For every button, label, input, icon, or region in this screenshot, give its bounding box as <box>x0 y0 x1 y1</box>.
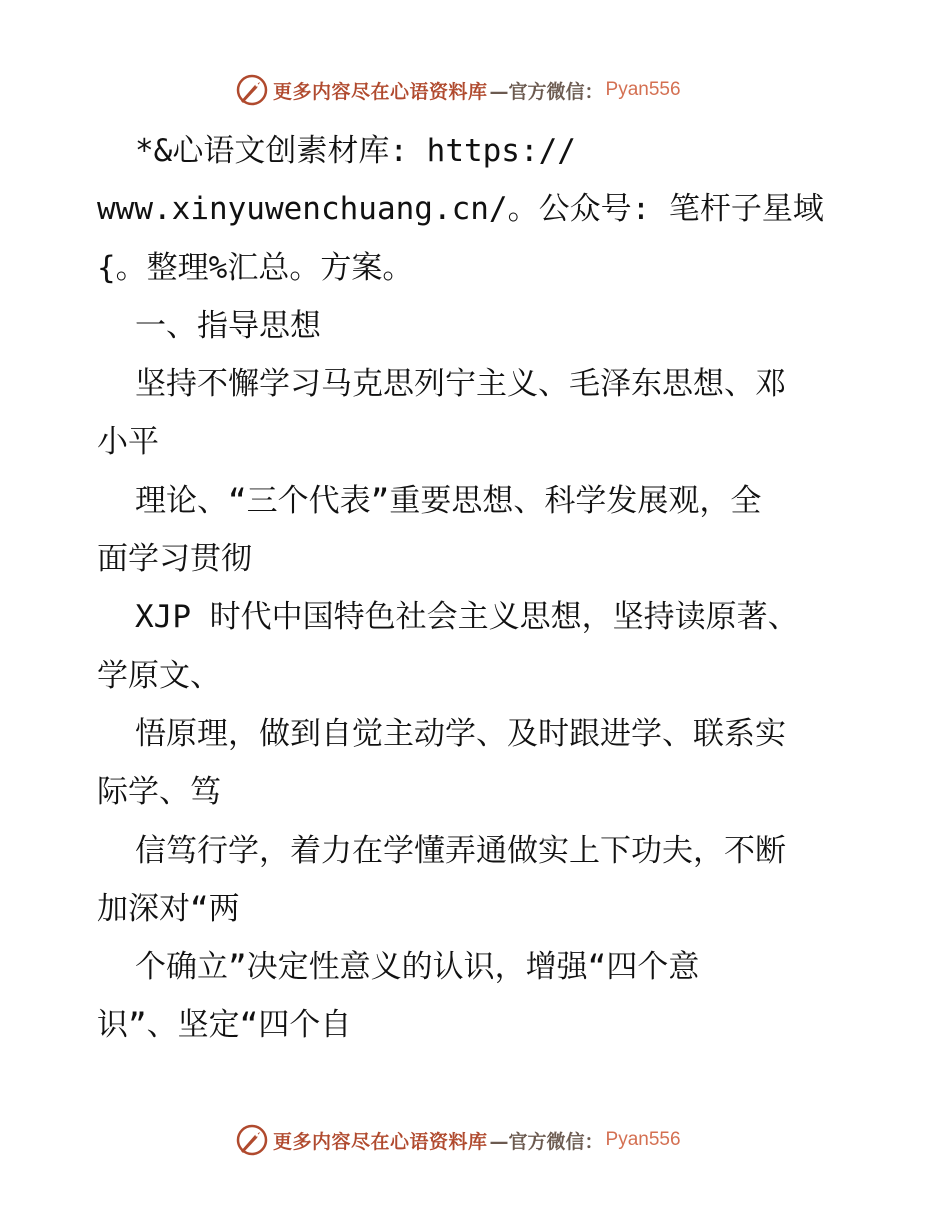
text-line: 小平 <box>97 424 159 461</box>
text-line: 学原文、 <box>97 657 221 694</box>
text-line: 信笃行学，着力在学懂弄通做实上下功夫，不断 <box>135 832 786 869</box>
banner-wechat-id: Pyan556 <box>605 79 681 100</box>
pen-nib-logo-icon <box>235 1123 269 1157</box>
banner-title: 更多内容尽在心语资料库 <box>273 80 488 103</box>
text-line: 坚持不懈学习马克思列宁主义、毛泽东思想、邓 <box>135 366 786 403</box>
text-line: 个确立”决定性意义的认识，增强“四个意 <box>135 949 700 986</box>
text-line: 加深对“两 <box>97 890 240 927</box>
text-line: XJP 时代中国特色社会主义思想，坚持读原著、 <box>135 599 799 636</box>
text-line: {。整理%汇总。方案。 <box>97 249 414 286</box>
text-line: 识”、坚定“四个自 <box>97 1007 352 1044</box>
text-line: 理论、“三个代表”重要思想、科学发展观，全 <box>135 482 762 519</box>
banner-wechat-id: Pyan556 <box>605 1129 681 1150</box>
text-line: www.xinyuwenchuang.cn/。公众号: 笔杆子星域 <box>97 191 824 228</box>
document-body <box>97 122 867 1055</box>
text-line: 面学习贯彻 <box>97 541 252 578</box>
footer-banner <box>235 1122 755 1158</box>
banner-title: 更多内容尽在心语资料库 <box>273 1130 488 1153</box>
header-banner <box>235 72 755 108</box>
section-heading: 一、指导思想 <box>135 307 321 344</box>
pen-nib-logo-icon <box>235 73 269 107</box>
text-line: 悟原理，做到自觉主动学、及时跟进学、联系实 <box>135 715 786 752</box>
text-line: 际学、笃 <box>97 774 221 811</box>
text-line: *&心语文创素材库: https:// <box>135 133 576 169</box>
banner-separator: —官方微信： <box>489 80 604 103</box>
banner-separator: —官方微信： <box>489 1130 604 1153</box>
